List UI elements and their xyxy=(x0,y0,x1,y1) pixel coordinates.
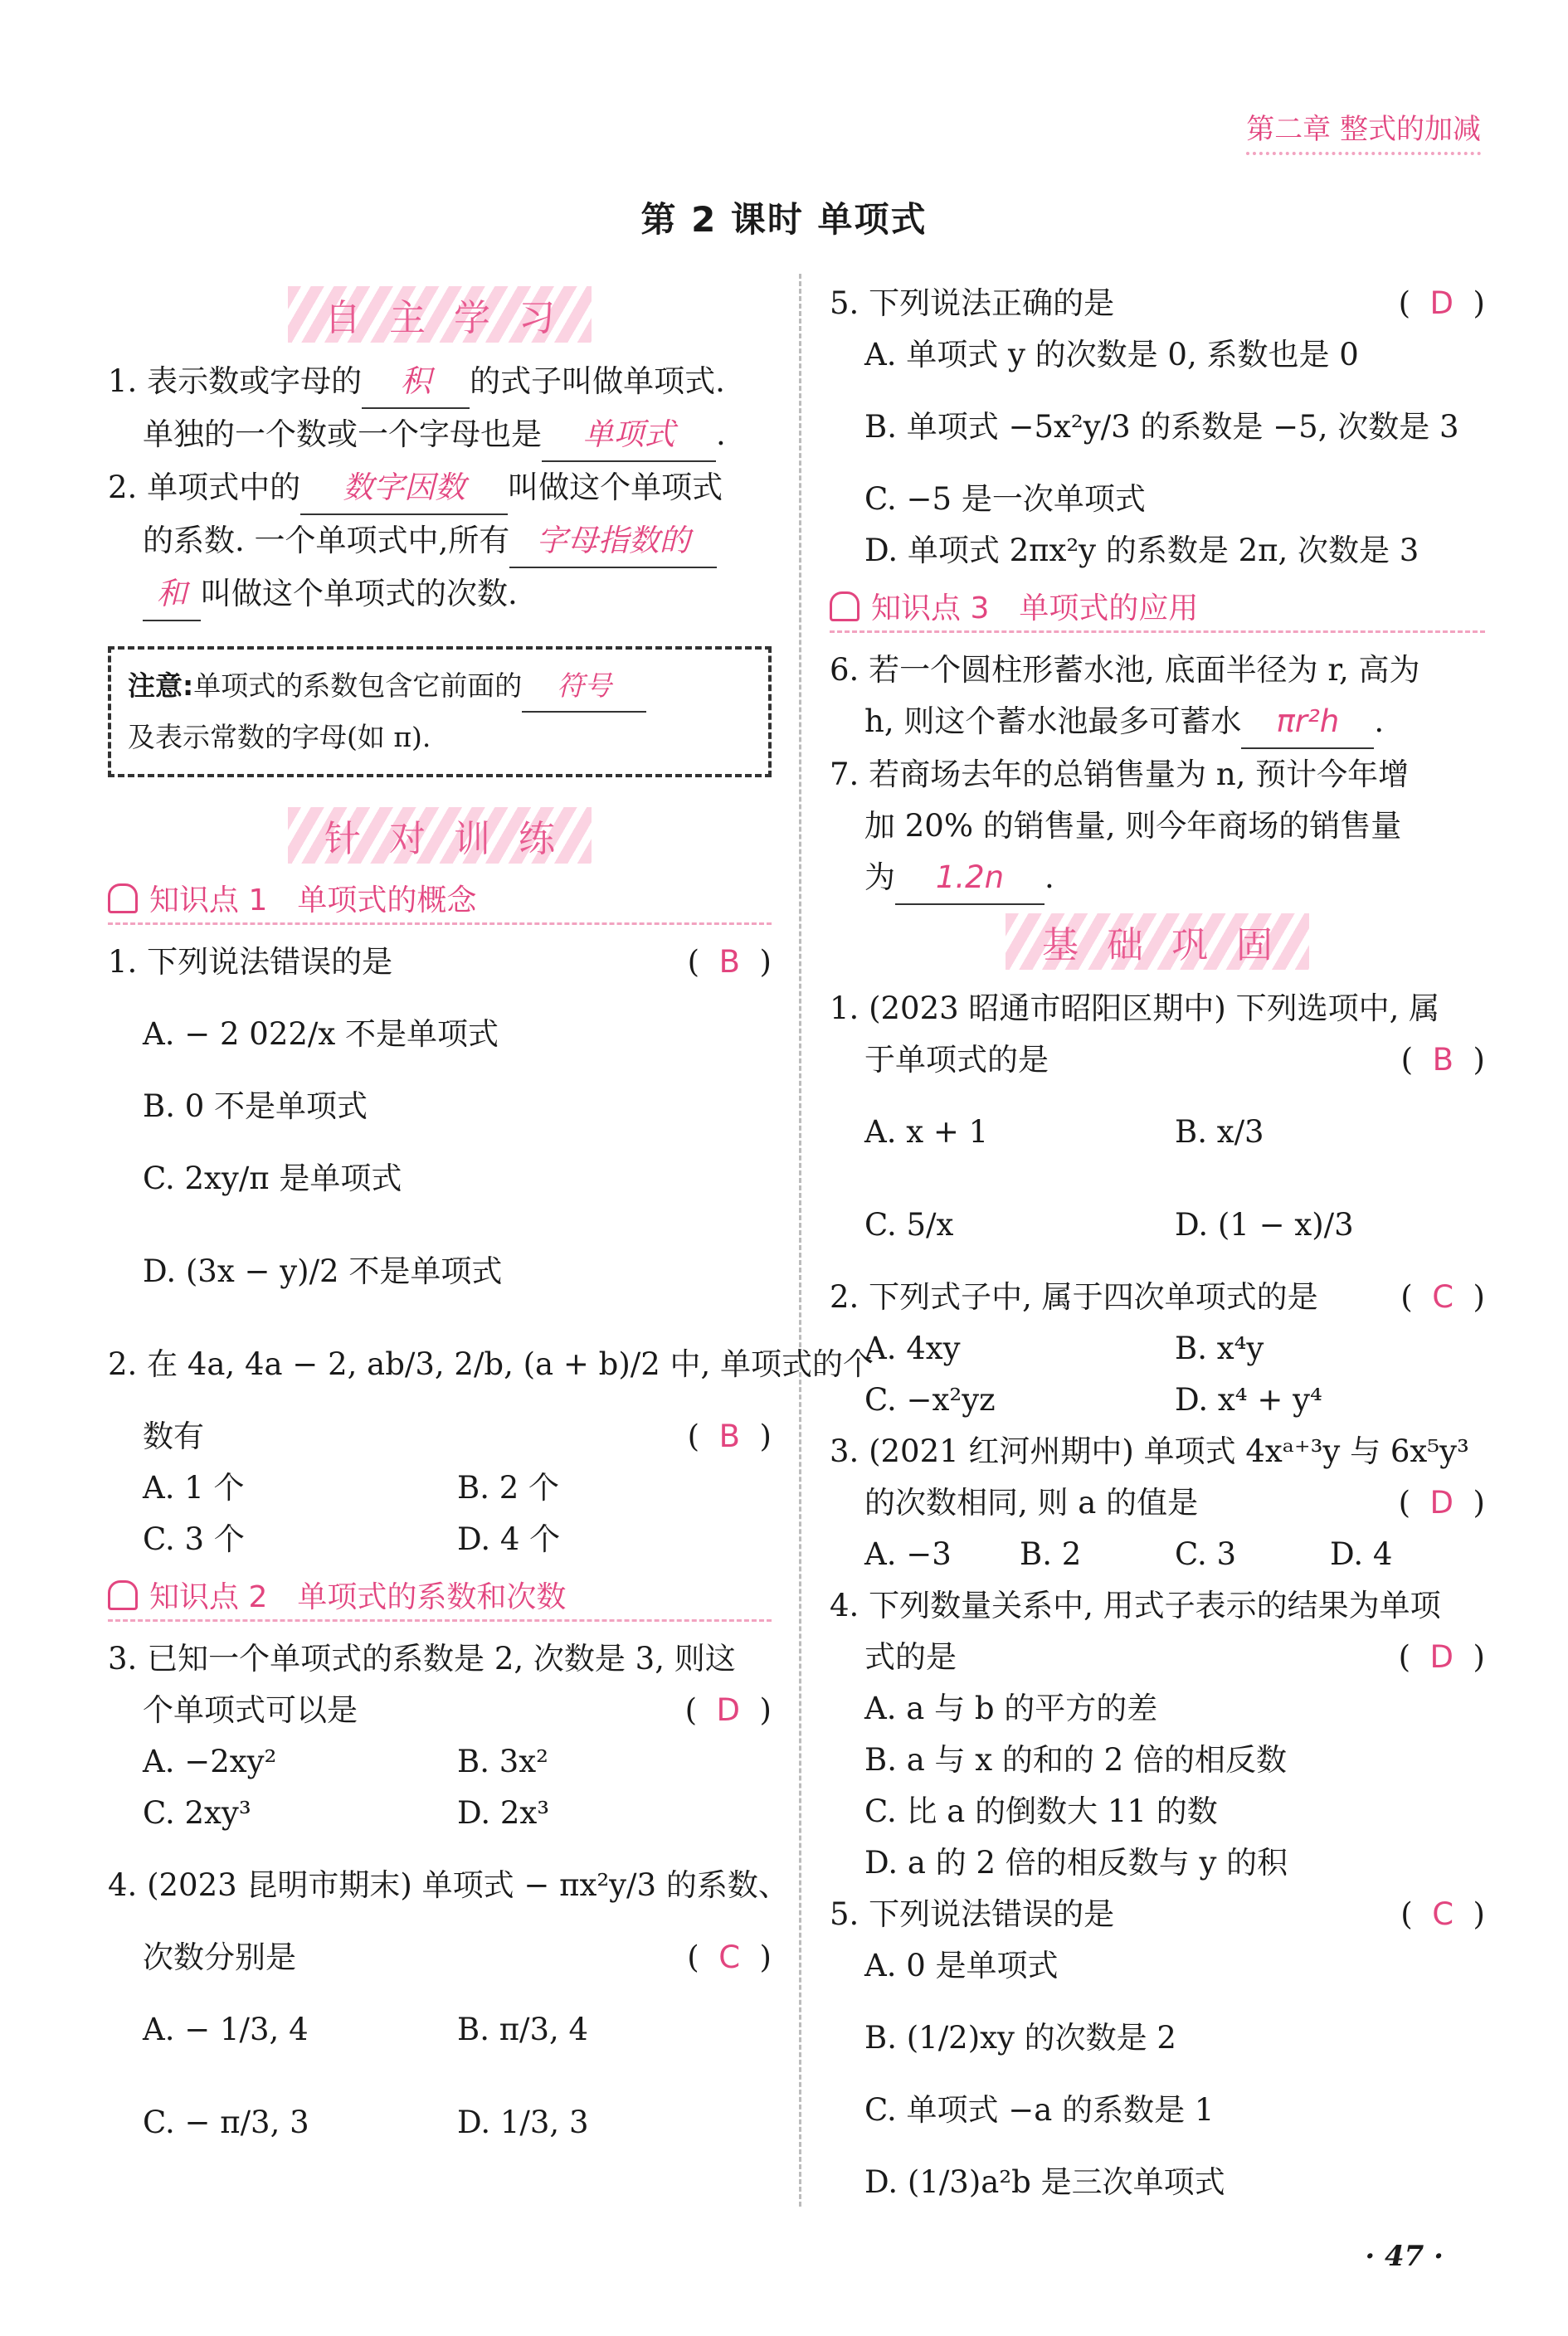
option-b: B. x⁴y xyxy=(1175,1331,1264,1366)
consolidation-q3: 3. (2021 红河州期中) 单项式 4xᵃ⁺³y 与 6x⁵y³ xyxy=(830,1433,1469,1469)
consolidation-q4: 4. 下列数量关系中, 用式子表示的结果为单项 xyxy=(830,1588,1441,1623)
consolidation-q1: 1. (2023 昭通市昭阳区期中) 下列选项中, 属 xyxy=(830,990,1440,1026)
option-a: A. 1 个 xyxy=(143,1470,245,1506)
note-box: 注意:单项式的系数包含它前面的 符号 及表示常数的字母(如 π). xyxy=(108,646,772,777)
section-title: 针对训练 xyxy=(288,807,592,864)
consolidation-q4-line2: 式的是 ( D ) xyxy=(864,1639,1485,1675)
answer-blank: 单项式 xyxy=(542,409,716,462)
options-row xyxy=(830,1323,1485,1375)
question-4-line2: 次数分别是 ( C ) xyxy=(143,1939,772,1975)
option-c: C. 3 个 xyxy=(143,1521,245,1557)
question-2: 2. 在 4a, 4a − 2, ab/3, 2/b, (a + b)/2 中, 单项式的个 xyxy=(108,1346,874,1382)
question-3-line2: 个单项式可以是 ( D ) xyxy=(143,1692,772,1728)
question-5: 5. 下列说法正确的是 ( D ) xyxy=(830,285,1485,321)
option-c: C. 2xy³ xyxy=(143,1795,251,1831)
consolidation-q1-line2: 于单项式的是 ( B ) xyxy=(864,1042,1485,1078)
option-a: A. a 与 b 的平方的差 xyxy=(864,1691,1158,1726)
options-row xyxy=(108,1983,772,2076)
self-study-q2-line3: 和 叫做这个单项式的次数. xyxy=(108,568,772,621)
option-d: D. a 的 2 倍的相反数与 y 的积 xyxy=(864,1845,1288,1881)
options-row xyxy=(830,1529,1485,1580)
option-b: B. 2 个 xyxy=(457,1470,560,1506)
option-b: B. x/3 xyxy=(1175,1114,1264,1150)
options-row xyxy=(108,1514,772,1565)
answer: D xyxy=(1429,285,1454,321)
answer-blank: 和 xyxy=(143,568,201,621)
option-c: C. −x²yz xyxy=(864,1382,996,1418)
page-number: · 47 · xyxy=(1365,2240,1444,2273)
answer: C xyxy=(718,1939,741,1975)
option-d: D. 2x³ xyxy=(457,1795,550,1831)
section-targeted-training xyxy=(108,802,772,869)
question-6-line2: h, 则这个蓄水池最多可蓄水 πr²h . xyxy=(830,696,1485,749)
answer: C xyxy=(1432,1896,1454,1932)
answer-blank: 符号 xyxy=(522,661,646,713)
self-study-q2: 2. 单项式中的 数字因数 叫做这个单项式 xyxy=(108,462,772,515)
options-row xyxy=(108,1736,772,1788)
left-column xyxy=(108,278,874,2169)
question-7-line3: 为 1.2n . xyxy=(830,852,1485,905)
answer: C xyxy=(1432,1279,1454,1315)
right-column xyxy=(830,278,1485,2229)
bell-icon xyxy=(108,883,138,913)
option-b: B. (1/2)xy 的次数是 2 xyxy=(864,2020,1176,2056)
options-row xyxy=(830,1375,1485,1426)
answer-blank: 字母指数的 xyxy=(509,515,717,568)
bell-icon xyxy=(830,591,859,621)
answer: D xyxy=(1429,1485,1454,1521)
options-row xyxy=(830,1179,1485,1272)
option-d: D. (1 − x)/3 xyxy=(1175,1207,1354,1243)
self-study-q1-line2: 单独的一个数或一个字母也是 单项式 . xyxy=(108,409,772,462)
question-2-line2: 数有 ( B ) xyxy=(143,1419,772,1454)
option-a: A. 4xy xyxy=(864,1331,961,1366)
self-study-q2-line2: 的系数. 一个单项式中,所有 字母指数的 xyxy=(108,515,772,568)
option-b: B. π/3, 4 xyxy=(457,2012,589,2047)
answer: B xyxy=(1432,1042,1454,1078)
option-d: D. 4 xyxy=(1330,1536,1393,1572)
consolidation-q3-line2: 的次数相同, 则 a 的值是 ( D ) xyxy=(864,1485,1485,1521)
option-a: A. 0 是单项式 xyxy=(864,1948,1059,1983)
chapter-header: 第二章 整式的加减 xyxy=(1246,106,1481,155)
options-row xyxy=(830,1086,1485,1179)
answer: D xyxy=(716,1692,741,1728)
question-6: 6. 若一个圆柱形蓄水池, 底面半径为 r, 高为 xyxy=(830,652,1420,688)
option-b: B. a 与 x 的和的 2 倍的相反数 xyxy=(864,1742,1287,1778)
option-d: D. (3x − y)/2 不是单项式 xyxy=(143,1253,503,1289)
question-1: 1. 下列说法错误的是 ( B ) xyxy=(108,944,772,980)
option-c: C. 2xy/π 是单项式 xyxy=(143,1161,402,1196)
option-c: C. − π/3, 3 xyxy=(143,2105,309,2140)
option-a: A. −2xy² xyxy=(143,1744,277,1779)
answer-blank: 数字因数 xyxy=(300,462,508,515)
bell-icon xyxy=(108,1580,138,1610)
answer-blank: 1.2n xyxy=(895,852,1045,905)
option-b: B. 0 不是单项式 xyxy=(143,1088,368,1124)
options-row xyxy=(108,1462,772,1514)
option-b: B. 2 xyxy=(1020,1536,1082,1572)
answer-blank: πr²h xyxy=(1241,696,1374,749)
option-c: C. 3 xyxy=(1175,1536,1237,1572)
options-row xyxy=(108,1788,772,1839)
section-title: 基础巩固 xyxy=(1006,913,1309,970)
option-a: A. −3 xyxy=(864,1536,952,1572)
question-4: 4. (2023 昆明市期末) 单项式 − πx²y/3 的系数、 xyxy=(108,1867,789,1903)
consolidation-q2: 2. 下列式子中, 属于四次单项式的是 ( C ) xyxy=(830,1279,1485,1315)
answer: D xyxy=(1429,1639,1454,1675)
option-d: D. 1/3, 3 xyxy=(457,2105,589,2140)
option-d: D. (1/3)a²b 是三次单项式 xyxy=(864,2164,1225,2200)
answer: B xyxy=(718,944,741,980)
option-d: D. 4 个 xyxy=(457,1521,561,1557)
self-study-q1: 1. 表示数或字母的 积 的式子叫做单项式. xyxy=(108,356,772,409)
consolidation-q5: 5. 下列说法错误的是 ( C ) xyxy=(830,1896,1485,1932)
option-b: B. 3x² xyxy=(457,1744,548,1779)
section-title: 自主学习 xyxy=(288,286,592,343)
section-consolidation xyxy=(830,908,1485,975)
knowledge-point-2: 知识点 2 单项式的系数和次数 xyxy=(108,1574,772,1622)
answer-blank: 积 xyxy=(362,356,470,409)
option-a: A. − 1/3, 4 xyxy=(143,2012,309,2047)
option-c: C. 5/x xyxy=(864,1207,954,1243)
section-self-study xyxy=(108,281,772,348)
column-divider xyxy=(799,274,801,2207)
option-c: C. 比 a 的倒数大 11 的数 xyxy=(864,1793,1218,1829)
knowledge-point-3: 知识点 3 单项式的应用 xyxy=(830,585,1485,633)
question-3: 3. 已知一个单项式的系数是 2, 次数是 3, 则这 xyxy=(108,1641,736,1677)
options-row xyxy=(108,2076,772,2169)
option-c: C. 单项式 −a 的系数是 1 xyxy=(864,2092,1215,2128)
option-c: C. −5 是一次单项式 xyxy=(864,481,1146,517)
question-7-line2: 加 20% 的销售量, 则今年商场的销售量 xyxy=(864,808,1402,844)
option-a: A. 单项式 y 的次数是 0, 系数也是 0 xyxy=(864,337,1359,372)
knowledge-point-1: 知识点 1 单项式的概念 xyxy=(108,877,772,925)
option-d: D. 单项式 2πx²y 的系数是 2π, 次数是 3 xyxy=(864,533,1419,568)
option-a: A. x + 1 xyxy=(864,1114,989,1150)
answer: B xyxy=(718,1419,741,1454)
question-7: 7. 若商场去年的总销售量为 n, 预计今年增 xyxy=(830,757,1410,792)
option-d: D. x⁴ + y⁴ xyxy=(1175,1382,1322,1418)
option-b: B. 单项式 −5x²y/3 的系数是 −5, 次数是 3 xyxy=(864,409,1459,445)
option-a: A. − 2 022/x 不是单项式 xyxy=(143,1016,499,1052)
lesson-title: 第 2 课时 单项式 xyxy=(640,199,928,240)
